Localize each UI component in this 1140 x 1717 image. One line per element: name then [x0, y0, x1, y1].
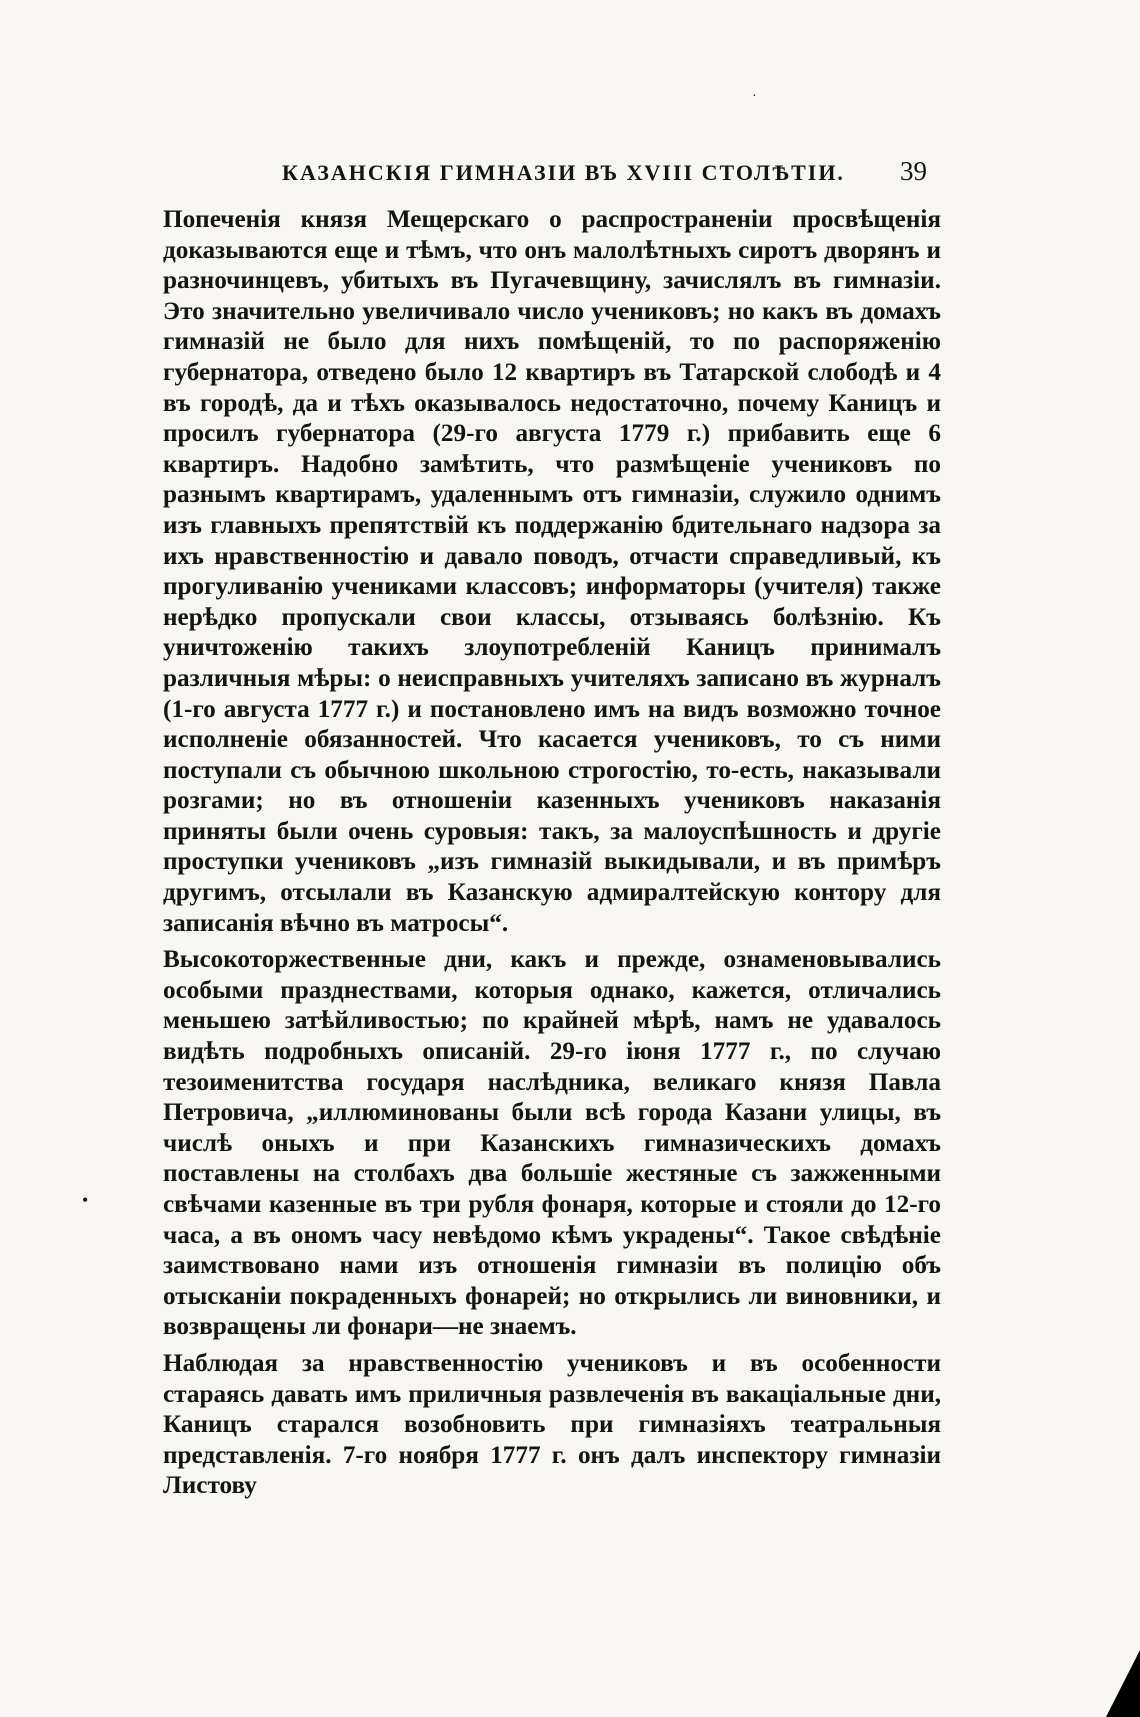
paragraph-2: Высокоторжественные дни, какъ и прежде, ознаменовывались особыми празднествами, которыя однако, кажется, отличались меньшею затѣйливостью; по крайней мѣрѣ, намъ не удавалось видѣть подробныхъ описаній. 29-го іюня 1777 г., по случаю тезоименитства государя наслѣдника, великаго князя Павла Петровича, „иллюминованы были всѣ города Казани улицы, въ числѣ оныхъ и при Казанскихъ гимназическихъ домахъ поставлены на столбахъ два большіе жестяные съ зажженными свѣчами казенные въ три рубля фонаря, которые и стояли до 12-го часа, а въ ономъ часу невѣдомо кѣмъ украдены“. Такое свѣдѣніе заимствовано нами изъ отношенія гимназіи въ полицію объ отысканіи покраденныхъ фонарей; но открылись ли виновники, и возвращены ли фонари—не знаемъ. — [163, 946, 941, 1341]
page-number: 39 — [900, 156, 927, 186]
top-dot-mark: · — [752, 89, 757, 104]
running-title: КАЗАНСКІЯ ГИМНАЗІИ ВЪ XVIII СТОЛѢТІИ. — [282, 160, 845, 185]
body-text — [163, 205, 941, 1508]
paragraph-1: Попеченія князя Мещерскаго о распространеніи просвѣщенія доказываются еще и тѣмъ, что онъ малолѣтныхъ сиротъ дворянъ и разночинцевъ, убитыхъ въ Пугачевщину, зачислялъ въ гимназіи. Это значительно увеличивало число учениковъ; но какъ въ домахъ гимназій не было для нихъ помѣщеній, то по распоряженію губернатора, отведено было 12 квартиръ въ Татарской слободѣ и 4 въ городѣ, да и тѣхъ оказывалось недостаточно, почему Каницъ и просилъ губернатора (29-го августа 1779 г.) прибавить еще 6 квартиръ. Надобно замѣтить, что размѣщеніе учениковъ по разнымъ квартирамъ, удаленнымъ отъ гимназіи, служило однимъ изъ главныхъ препятствій къ поддержанію бдительнаго надзора за ихъ нравственностію и давало поводъ, отчасти справедливый, къ прогуливанію учениками классовъ; информаторы (учителя) также нерѣдко пропускали свои классы, отзываясь болѣзнію. Къ уничтоженію такихъ злоупотребленій Каницъ принималъ различныя мѣры: о неисправныхъ учителяхъ записано въ журналъ (1-го августа 1777 г.) и постановлено имъ на видъ возможно точное исполненіе обязанностей. Что касается учениковъ, то съ ними поступали съ обычною школьною строгостію, то-есть, наказывали розгами; но въ отношеніи казенныхъ учениковъ наказанія приняты были очень суровыя: такъ, за малоуспѣшность и другіе проступки учениковъ „изъ гимназій выкидывали, и въ примѣръ другимъ, отсылали въ Казанскую адмиралтейскую контору для записанія вѣчно въ матросы“. — [163, 206, 941, 937]
scan-corner-mark — [1106, 1650, 1140, 1717]
margin-bullet-mark: • — [82, 1190, 89, 1210]
paragraph-3: Наблюдая за нравственностію учениковъ и въ особенности стараясь давать имъ приличныя развлеченія въ вакаціальные дни, Каницъ старался возобновить при гимназіяхъ театральныя представленія. 7-го ноября 1777 г. онъ далъ инспектору гимназіи Листову — [163, 1349, 941, 1500]
